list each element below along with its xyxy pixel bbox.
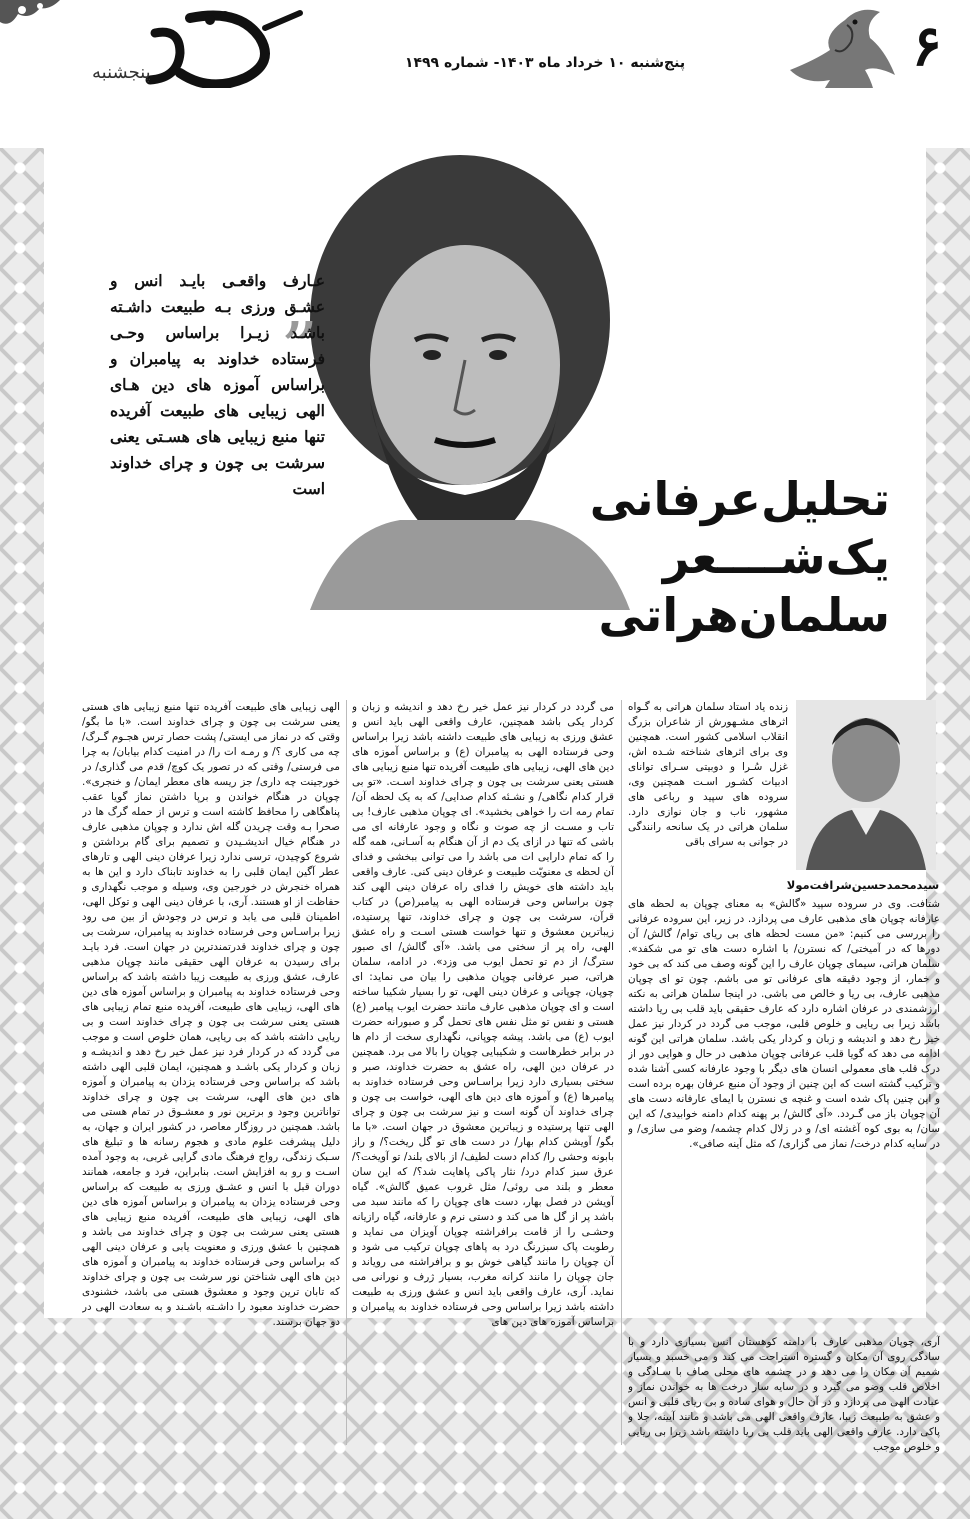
article-column-1-end: آری، چوپان مذهبی عارف با دامنه کوهستان انس بسیاری دارد و با سادگی روی آن مکان و گستره استراحت می کند و می خسبد و بسیار شمیم آن مکان را می دهد و در چشمه های محلی صاف با سـادگی و اخلاص قلب وضو می گیرد و در سایه سار درخت ها به خواندن نماز و عبادت الهی می پردازد و در آن حال و هوای ساده و بی ریای قلبی و انس و عشق به طبیعت زیبا، عارف واقعی الهی می باشد و مانند آیینه، جلا و پاکی دارد. عارف واقعی الهی باید قلب بی ریا داشته باشد زیرا بی ریایی و خلوص موجب bbox=[628, 1336, 940, 1453]
masthead-logo bbox=[60, 8, 310, 98]
page-number: ۶ bbox=[911, 13, 942, 79]
article-column-1-intro: زنده یاد استاد سلمان هراتی به گـواه اثرهای مشـهورش از شاعران بزرگ انقلاب اسلامی کشور است. همچنین وی برای اثرهای شناخته شـده اش، غزل سُـرا و دوبیتی سـرای توانای ادبیات کشـور اسـت همچنین وی، سروده های سپید و رباعی های مشهور، ناب و جان نوازی دارد. سلمان هراتی در یک سانحه رانندگی در جوانی به سرای باقی bbox=[628, 701, 788, 848]
title-line-3: سلمان‌هراتی bbox=[598, 588, 890, 642]
article-column-2: می گردد در کردار نیز عمل خیر رخ دهد و اندیشه و زبان و کردار یکی باشد همچنین، عارف واقعی الهی باید انس و عشق ورزی به زیبایی های طبیعت داشته باشد زیرا براساس وحی فرستاده الهی به پیامبران (ع) و براساس آموزه های دین های الهی، زیبایی های طبیعت آفریده تنها منبع زیبایی های هستی یعنی سرشت بی چون و چرای خداوند اسـت. «تو بی قرار کدام نگاهی/ و نشـئه کدام صدایی/ که به یک لحظه آن/ تمام رمه ات را خواهی بخشید». ای چوپان مذهبی عارف! بی تاب و مسـت از چه صوت و نگاه و وجود عارفانه ای می باشی که تنها در ازای یک دم از آن هنگام به آسـانی، همه گله را که تمام دارایی ات می باشد را می توانی ببخشی و فدای آن لحظه ی معنویّت طبیعت و عرفان دینی کنی. عارف واقعی باید داشته های خویش را فدای راه عرفان دینی الهی کند چون براساس وحی فرستاده الهی به پیامبر(ص) در کتاب قرآن، سرشت بی چون و چرای خداوند، تنها پرستیده، زیباترین معشوق و تنها خواست هستی اسـت و راه عشق الهی، راه پر از سختی می باشد. «آی گالش/ ای صبور سترگ/ از دم تو تحمل ایوب می وزد». در ادامه، سلمان هراتی، صبر عرفانی چوپان مذهبی را بیان می نماید: ای چوپان، چوپانی و عرفان دینی الهی، تو را بسیار شکیبا ساخته است و ای چوپان مذهبی عارف مانند حضرت ایوب پیامبر (ع) هستی و نفس تو مثل نفس های تحمل گر و صبورانه حضرت ایوب (ع) می باشد. پیشه چوپانی، نگهداری سخت از دام ها در برابر خطرهاست و شکیبایی چوپان را بالا می برد. همچنین در عرفان دین الهی، راه عشق به حضرت خداوند، صبر و سختی بسیاری دارد زیرا براسـاس وحی فرستاده خداوند به پیامبرها (ع) و آموزه های دین های الهی، خواست بی چون و چرای خداوند آن گونه است و نیز سرشت بی چون و چرای الهی تنها پرستیده و زیباترین معشوق در جهان است. «با ما بگو/ آویشن کدام بهار/ در دست های تو گل ریخت؟/ و راز بابونه وحشی را/ کدام دست لطیف/ از بالای بلند/ تو آویخت؟/ عرق سبز کدام درد/ نثار پاکی پاهایت شد؟/ که این سان معطر و بلند می روئی/ مثل غروب عمیق گالش». گیاه آویشن در فصل بهار، دست های چوپان را که مانند سبد می باشد پر از گل ها می کند و دستی نرم و عارفانه، گیاه رازیانه وحشـی را از قامت برافراشته چوپان آویزان می نماید و رطوبت پاک سبزرنگ درد به پاهای چوپان ترکیب می شود و آن چوپان را مانند گیاهی خوش بو و برافراشته می رویاند و جان چوپان را مانند کرانه مغرب، بسیار ژرف و نورانی می نماید. آری، عارف واقعی باید انس و عشق ورزی به طبیعت داشته باشد زیرا براساس وحی فرستاده خداوند به پیامبران و براساس آموزه های دین های bbox=[352, 701, 614, 1328]
title-line-2: یک‌شــــعر bbox=[662, 530, 890, 584]
masthead-subtitle: پنجشنبه bbox=[92, 62, 151, 83]
corner-ornament-icon bbox=[0, 0, 60, 50]
article-column-3: الهی زیبایی های طبیعت آفریده تنها منبع زیبایی های هستی یعنی سرشت بی چون و چرای خداوند است. «با ما بگو/ وقتی که در نماز می ایستی/ پشت حصار ترس هجـوم گـرگ/ چه می کاری ؟/ و رمـه ات را/ در امنیت کدام بیابان/ به چرا می فرستی/ وقتی که در تصور یک کوچ/ قدم می گذاری/ در خورجینت چه داری/ جز ریسه های معطر ایمان/ و خنجری». چوپان در هنگام خواندن و برپا داشتن نماز گویا عقب پناهگاهی را محافظ کاشته است و ترس از حمله گرگ ها در صحرا بـه وقت چریدن گله اش ندارد و چوپان مذهبی عارف در هنگام خیال اندیشـیدن و تصمیم برای گام برداشتن و شروع کوچیدن، ترسی ندارد زیرا عرفان دینی الهی و تارهای عطر آگین ایمان قلبی را به خداوند تابناک دارد و این ها به همراه خنجرش در خورجین وی، وسیله و موجب نگهداری و حفاظت از او هستند. آری، با عرفان دینی الهی و توکل الهی، اطمینان قلبی می یابد و ترس در وجودش از بین می رود زیرا براسـاس وحی فرستاده خداوند به پیامبران، سرشت بی چون و چرای خداوند قدرتمندترین در جهان است. فرد بایـد برای رسیدن به عرفان الهی حقیقی مانند چوپان مذهبی عارف، عشق ورزی به طبیعت زیبا داشته باشد که براساس وحی فرستاده خداوند به پیامبران و براساس آموزه های دین های الهی، زیبایی های طبیعت، آفریده منبع تمام زیبایی های هستی یعنی سرشت بی چون و چرای خداوند است و بی ریایی داشته باشد که بی ریایی، همان خلوص است و موجب می گردد که در کردار فرد نیز عمل خیر رخ دهد و اندیشـه و زبان و کردار یکی باشـد و همچنین، ایمان قلبی الهی داشته باشد که براساس وحی فرستاده یزدان به پیامبران و آموزه های دین های الهی، سرشت بی چون و چرای خداوند تواناترین وجود و برترین نور و معشـوق در تمام هستی می باشد. همچنین در روزگار معاصر، در کشور ایران و جهان، به دلیل پیشرفت علوم مادی و هجوم رسانه ها و تبلیغ های سـبک زندگی، رواج فرهنگ مادی گرایی غربی، به وجود آمده اسـت و رو به افزایش است. بنابراین، فرد و جامعه، همانند دوران قبل با انس و عشـق ورزی به طبیعت که براساس وحی فرستاده یزدان به پیامبران و براساس آموزه های دین های الهی، زیبایی های طبیعت، آفریده منبع زیبایی های هستی یعنی سرشت بی چون و چرای خداوند می باشد و همچنین با عشق ورزی و معنویت یابی و عرفان دینی الهی که براساس وحی فرستاده خداوند به پیامبران و آموزه های دین های الهی شناختن نور سرشت بی چون و چرای خداوند که تابان ترین وجود و معشوق هستی می باشد، خشنودی حضرت خداوند معبود را داشـته باشـند و به سعادت الهی در دو جهان برسند. bbox=[82, 701, 340, 1328]
quotation-mark-icon: „ bbox=[282, 262, 320, 346]
article-title bbox=[589, 470, 890, 644]
article-column-1: شتافت. وی در سروده سپید «گالش» به معنای چوپان به لحظه های عارفانه چوپان های مذهبی عارف می پردازد. در زیر، این سروده عرفانی را بررسی می کنیم: «من مست لحظه های بی ریای توام/ گالش/ آن دورها که در آمیختی/ که نسترن/ با اشاره دست های تو می شکفد». سلمان هراتی، سیمای چوپان عارف را این گونه وصف می کند که بی خود و خمار، از وجود دقیقه های عرفانی تو می باشم. چون تو ای چوپان مذهبی عارف، بی ریا و خالص می باشی. در اینجا سلمان هراتی به نکته ارزشمندی در عرفان اشاره دارد که عارف حقیقی باید قلب بی ریا داشته باشد زیرا بی ریایی و خلوص قلبی، موجب می گردد در کردار نیز عمل خیر رخ دهد و اندیشه و زبان و کردار یکی باشد. سلمان هراتی این گونه ادامه می دهد که گویا قلب عرفانی چوپان مذهبی در حال و هوایی دور از درک قلب های معمولی انسان های دیگر با وجود عارفانه کسی آشنا شده و ترکیب گشته است که این چنین از وجود آن منبع عرفان بهره برده است و این چنین پاک شده است و غنچه ی نسترن با ایمای عارفانه دست های آن چوپان باز می گـردد. «آی گالش/ بر پهنه کدام دامنه خوابیدی/ که این سان/ به بوی کوه آغشته ای/ و در زلال کدام چشمه/ وضو می سازی/ و در سایه کدام درخت/ نماز می گزاری/ که مثل آینه صافی». bbox=[628, 898, 940, 1150]
author-name: سیدمحمدحسین‌شرافت‌مولا bbox=[786, 878, 940, 892]
column-divider bbox=[621, 700, 622, 1445]
author-photo bbox=[796, 700, 936, 870]
column-divider bbox=[346, 700, 347, 1445]
title-line-1: تحلیل‌عرفانی bbox=[589, 472, 890, 526]
issue-date-line: پنج‌شنبه ۱۰ خرداد ماه ۱۴۰۳- شماره ۱۴۹۹ bbox=[404, 55, 686, 71]
pull-quote: عـارف واقعـی بایـد انس و عشـق ورزی بـه طبیعت داشـته باشـد زیـرا براساس وحـی فرستاده خداوند به پیامبران و براساس آموزه های دین هـای الهی زیبایی های طبیعت آفریده تنها منبع زیبایی های هسـتی یعنی سرشت بی چون و چرای خداوند است bbox=[110, 271, 325, 498]
